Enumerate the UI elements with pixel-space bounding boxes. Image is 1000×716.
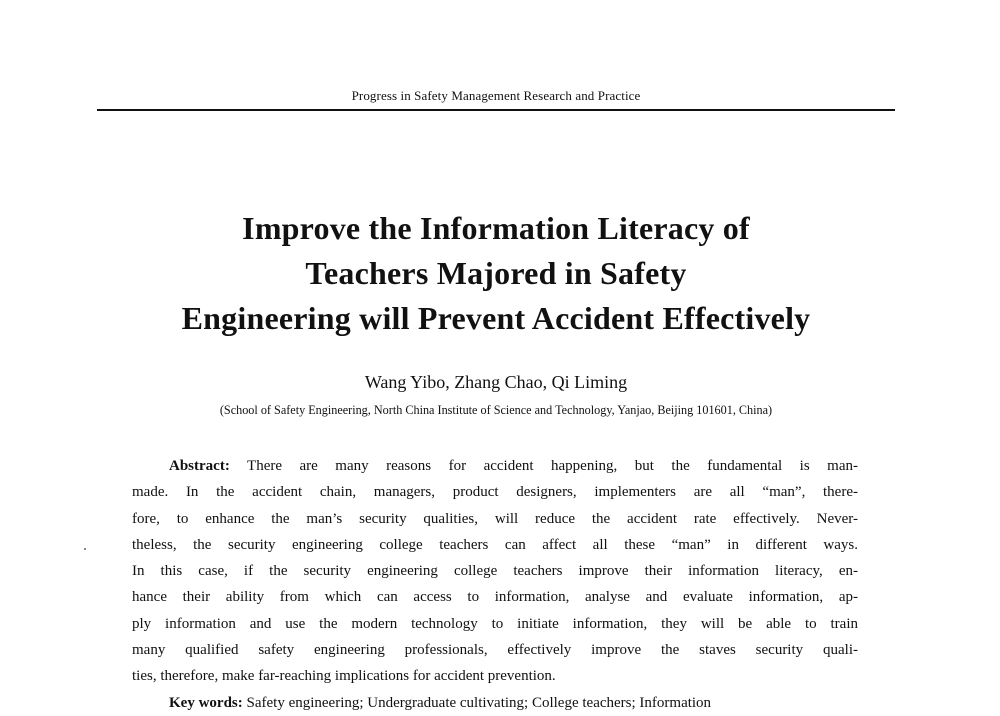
paper-title (97, 206, 895, 341)
keywords-label: Key words: (169, 695, 243, 711)
keywords (169, 690, 869, 716)
abstract-line-1 (132, 453, 858, 479)
abstract (132, 453, 858, 690)
abstract-line-3: fore, to enhance the man’s security qualities, will reduce the accident rate effectively. Never- (132, 510, 858, 527)
abstract-line-2: made. In the accident chain, managers, product designers, implementers are all “man”, there- (132, 484, 858, 501)
header-rule (97, 109, 895, 111)
abstract-line-4: theless, the security engineering college teachers can affect all these “man” in different ways. (132, 536, 858, 553)
abstract-label: Abstract: (169, 458, 230, 474)
scan-speck (84, 548, 86, 550)
abstract-line-7: ply information and use the modern technology to initiate information, they will be able to train (132, 615, 858, 632)
title-line-2: Teachers Majored in Safety (305, 255, 687, 291)
author-list: Wang Yibo, Zhang Chao, Qi Liming (364, 372, 628, 392)
title-line-1: Improve the Information Literacy of (242, 210, 750, 246)
abstract-line-5: In this case, if the security engineering college teachers improve their information literacy, en- (132, 563, 858, 580)
keywords-text: Safety engineering; Undergraduate cultivating; College teachers; Information (246, 695, 712, 711)
abstract-line-8: many qualified safety engineering professionals, effectively improve the staves security quali- (132, 642, 858, 659)
abstract-line-text: There are many reasons for accident happening, but the fundamental is man- (247, 458, 858, 474)
abstract-line-9: ties, therefore, make far-reaching implications for accident prevention. (132, 668, 556, 685)
title-line-3: Engineering will Prevent Accident Effectively (181, 300, 811, 336)
abstract-line-6: hance their ability from which can access to information, analyse and evaluate information, ap- (132, 589, 858, 606)
author-affiliation: (School of Safety Engineering, North China Institute of Science and Technology, Yanjao, Beijing 101601, China) (219, 403, 773, 417)
running-header: Progress in Safety Management Research and Practice (351, 88, 641, 103)
